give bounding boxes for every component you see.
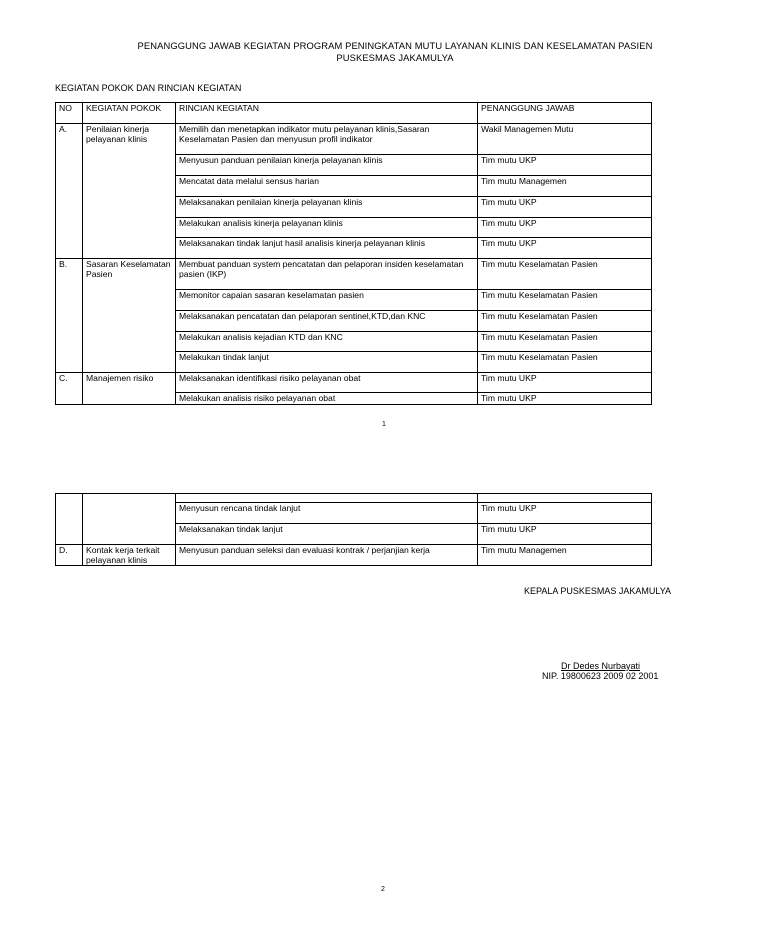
signatory-nip: NIP. 19800623 2009 02 2001 — [542, 671, 659, 681]
rincian-cell — [176, 494, 478, 503]
rincian-cell: Melaksanakan identifikasi risiko pelayanan obat — [176, 373, 478, 393]
table-row — [56, 124, 652, 155]
pj-cell: Tim mutu UKP — [478, 393, 652, 405]
rincian-cell: Menyusun rencana tindak lanjut — [176, 503, 478, 524]
rincian-cell: Memonitor capaian sasaran keselamatan pasien — [176, 290, 478, 311]
activity-table-continued — [55, 493, 652, 566]
pj-cell: Tim mutu UKP — [478, 155, 652, 176]
pj-cell: Tim mutu UKP — [478, 238, 652, 259]
rincian-cell: Melakukan tindak lanjut — [176, 352, 478, 373]
document-title: PENANGGUNG JAWAB KEGIATAN PROGRAM PENINGKATAN MUTU LAYANAN KLINIS DAN KESELAMATAN PASIEN — [137, 40, 653, 51]
header-kegiatan-pokok: KEGIATAN POKOK — [83, 103, 176, 124]
activity-table — [55, 102, 652, 405]
table-row — [56, 545, 652, 566]
pj-cell: Tim mutu Managemen — [478, 176, 652, 197]
signature-position: KEPALA PUSKESMAS JAKAMULYA — [524, 586, 672, 596]
rincian-cell: Menyusun panduan seleksi dan evaluasi kontrak / perjanjian kerja — [176, 545, 478, 566]
rincian-cell: Melakukan analisis kejadian KTD dan KNC — [176, 332, 478, 352]
rincian-cell: Menyusun panduan penilaian kinerja pelayanan klinis — [176, 155, 478, 176]
pj-cell: Tim mutu Managemen — [478, 545, 652, 566]
group-no: C. — [56, 373, 83, 405]
pj-cell: Tim mutu Keselamatan Pasien — [478, 352, 652, 373]
pj-cell: Tim mutu Keselamatan Pasien — [478, 311, 652, 332]
rincian-cell: Melakukan analisis risiko pelayanan obat — [176, 393, 478, 405]
pj-cell: Tim mutu Keselamatan Pasien — [478, 290, 652, 311]
header-no: NO — [56, 103, 83, 124]
group-kegiatan: Penilaian kinerja pelayanan klinis — [83, 124, 176, 259]
pj-cell: Tim mutu UKP — [478, 524, 652, 545]
rincian-cell: Melaksanakan tindak lanjut — [176, 524, 478, 545]
pj-cell: Tim mutu UKP — [478, 197, 652, 218]
pj-cell: Wakil Managemen Mutu — [478, 124, 652, 155]
page-number: 2 — [381, 886, 385, 893]
group-no: D. — [56, 545, 83, 566]
header-penanggung-jawab: PENANGGUNG JAWAB — [478, 103, 652, 124]
group-kegiatan: Manajemen risiko — [83, 373, 176, 405]
group-no — [56, 494, 83, 545]
page-number: 1 — [382, 421, 386, 428]
rincian-cell: Membuat panduan system pencatatan dan pelaporan insiden keselamatan pasien (IKP) — [176, 259, 478, 290]
signatory-name: Dr Dedes Nurbayati — [561, 661, 641, 671]
rincian-cell: Melaksanakan pencatatan dan pelaporan sentinel,KTD,dan KNC — [176, 311, 478, 332]
section-heading: KEGIATAN POKOK DAN RINCIAN KEGIATAN — [55, 83, 242, 93]
group-no: B. — [56, 259, 83, 373]
document-subtitle: PUSKESMAS JAKAMULYA — [336, 52, 454, 63]
table-row — [56, 494, 652, 503]
pj-cell: Tim mutu UKP — [478, 218, 652, 238]
group-kegiatan — [83, 494, 176, 545]
pj-cell: Tim mutu Keselamatan Pasien — [478, 259, 652, 290]
rincian-cell: Memilih dan menetapkan indikator mutu pelayanan klinis,Sasaran Keselamatan Pasien dan menyusun profil indikator — [176, 124, 478, 155]
rincian-cell: Mencatat data melalui sensus harian — [176, 176, 478, 197]
table-row — [56, 259, 652, 290]
pj-cell — [478, 494, 652, 503]
pj-cell: Tim mutu UKP — [478, 503, 652, 524]
group-kegiatan: Kontak kerja terkait pelayanan klinis — [83, 545, 176, 566]
rincian-cell: Melaksanakan tindak lanjut hasil analisis kinerja pelayanan klinis — [176, 238, 478, 259]
table-header-row — [56, 103, 652, 124]
pj-cell: Tim mutu UKP — [478, 373, 652, 393]
pj-cell: Tim mutu Keselamatan Pasien — [478, 332, 652, 352]
table-row — [56, 373, 652, 393]
header-rincian: RINCIAN KEGIATAN — [176, 103, 478, 124]
rincian-cell: Melakukan analisis kinerja pelayanan klinis — [176, 218, 478, 238]
rincian-cell: Melaksanakan penilaian kinerja pelayanan klinis — [176, 197, 478, 218]
group-no: A. — [56, 124, 83, 259]
group-kegiatan: Sasaran Keselamatan Pasien — [83, 259, 176, 373]
